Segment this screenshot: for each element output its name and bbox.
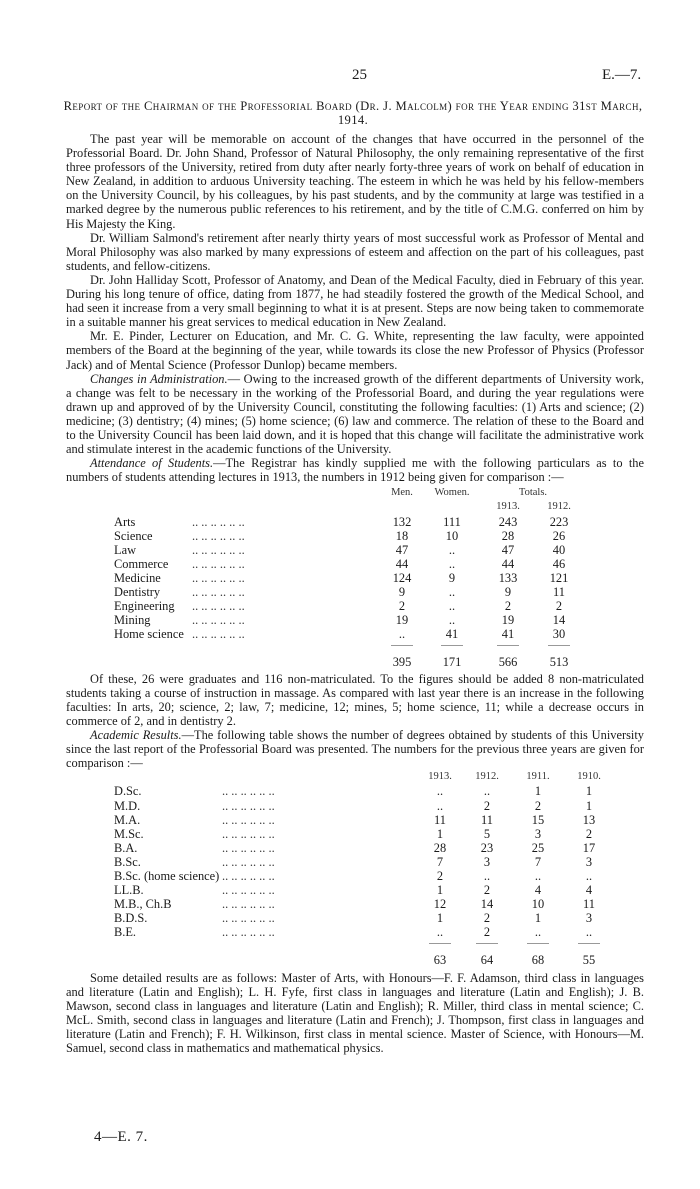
leader-dots: .. .. .. .. .. .. xyxy=(192,556,245,571)
attendance-row-cell: 30 xyxy=(552,627,566,642)
degrees-rule xyxy=(114,939,614,952)
degree-row-cell: 2 xyxy=(534,798,542,813)
degree-row-cell: 3 xyxy=(585,911,593,926)
leader-dots: .. .. .. .. .. .. xyxy=(222,840,275,855)
attendance-row xyxy=(114,557,584,571)
attendance-row-cell: 223 xyxy=(549,514,569,529)
degree-row-cell: 25 xyxy=(531,840,545,855)
attendance-row-cell: 14 xyxy=(552,613,566,628)
degree-row xyxy=(114,813,614,827)
degree-row-label: LL.B. xyxy=(114,883,144,898)
attendance-row-cell: 19 xyxy=(395,613,409,628)
degree-row-label: M.Sc. xyxy=(114,826,144,841)
degree-row-cell: 1 xyxy=(585,798,593,813)
degree-row-cell: .. xyxy=(585,868,593,883)
page-number: 25 xyxy=(352,67,367,83)
attendance-row-cell: 44 xyxy=(501,556,515,571)
degree-row-cell: .. xyxy=(534,868,542,883)
attendance-year-row: 1913. 1912. xyxy=(496,501,571,513)
report-title: Report of the Chairman of the Professorial Board (Dr. J. Malcolm) for the Year ending 31st March, 1914. xyxy=(63,99,643,127)
degree-row xyxy=(114,827,614,841)
attendance-row-label: Engineering xyxy=(114,599,175,614)
degree-row-label: B.Sc. (home science) xyxy=(114,868,220,883)
attendance-row-cell: 9 xyxy=(448,570,456,585)
degree-row-label: M.B., Ch.B xyxy=(114,897,172,912)
leader-dots: .. .. .. .. .. .. xyxy=(222,798,275,813)
degree-row xyxy=(114,841,614,855)
degree-row-cell: 11 xyxy=(583,897,595,912)
attendance-row-cell: .. xyxy=(448,613,456,628)
degree-row xyxy=(114,883,614,897)
degree-row-label: D.Sc. xyxy=(114,784,142,799)
attendance-row-cell: 40 xyxy=(552,542,566,557)
paragraph-attendance: Attendance of Students.—The Registrar has kindly supplied me with the following particulars as to the numbers of students attending lectures in 1913, the numbers in 1912 being given for comparison :— xyxy=(66,456,644,485)
paragraph-new-members: Mr. E. Pinder, Lecturer on Education, and Mr. C. G. White, representing the law faculty, were appointed members of the Board at the beginning of the year, while towards its close the new Professor of Physics (Professor Jack) and of Mental Science (Professor Dunlop) became members. xyxy=(66,329,644,372)
attendance-table xyxy=(114,486,584,668)
degree-row-cell: 7 xyxy=(534,854,542,869)
degrees-header-row: 1913. 1912. 1911. 1910. xyxy=(428,771,601,783)
leader-dots: .. .. .. .. .. .. xyxy=(192,542,245,557)
attendance-row xyxy=(114,613,584,627)
degree-row-cell: 23 xyxy=(480,840,494,855)
degree-row xyxy=(114,925,614,939)
degree-row xyxy=(114,869,614,883)
degree-row-cell: 7 xyxy=(436,854,444,869)
leader-dots: .. .. .. .. .. .. xyxy=(192,528,245,543)
attendance-row-cell: 121 xyxy=(549,570,569,585)
degrees-totals-row: 63 64 68 55 xyxy=(433,952,596,967)
attendance-row-cell: 124 xyxy=(392,570,412,585)
leader-dots: .. .. .. .. .. .. xyxy=(222,883,275,898)
degree-row-cell: 2 xyxy=(483,798,491,813)
degree-row-cell: .. xyxy=(436,798,444,813)
degree-row xyxy=(114,897,614,911)
paragraph-academic-results: Academic Results.—The following table shows the number of degrees obtained by students of this University since the last report of the Professorial Board was presented. The numbers for the previous three years are given for comparison :— xyxy=(66,728,644,771)
attendance-row-cell: 2 xyxy=(504,599,512,614)
degree-row-cell: 2 xyxy=(483,925,491,940)
degree-row-label: B.E. xyxy=(114,925,137,940)
attendance-row xyxy=(114,571,584,585)
academic-results-heading: Academic Results. xyxy=(90,728,182,743)
paragraph-salmond-retirement: Dr. William Salmond's retirement after nearly thirty years of most successful work as Professor of Mental and Moral Philosophy was also marked by many expressions of esteem and affection on the part of his colleagues, past students, and fellow-citizens. xyxy=(66,230,644,273)
attendance-row-cell: 44 xyxy=(395,556,409,571)
attendance-row xyxy=(114,585,584,599)
degree-row-label: B.D.S. xyxy=(114,911,148,926)
attendance-row-cell: 18 xyxy=(395,528,409,543)
attendance-row-cell: .. xyxy=(448,599,456,614)
degree-row-cell: 10 xyxy=(531,897,545,912)
degree-row xyxy=(114,855,614,869)
degree-row-cell: 2 xyxy=(483,911,491,926)
attendance-row-cell: 2 xyxy=(398,599,406,614)
attendance-totals-row: 395 171 566 513 xyxy=(392,654,569,669)
leader-dots: .. .. .. .. .. .. xyxy=(192,570,245,585)
footer-signature: 4—E. 7. xyxy=(94,1129,148,1145)
attendance-row-label: Commerce xyxy=(114,556,169,571)
degree-row-cell: .. xyxy=(534,925,542,940)
degree-row-cell: 17 xyxy=(582,840,596,855)
attendance-row-cell: 243 xyxy=(498,514,518,529)
degree-row-cell: 1 xyxy=(534,784,542,799)
leader-dots: .. .. .. .. .. .. xyxy=(192,585,245,599)
attendance-row xyxy=(114,543,584,557)
attendance-row-cell: .. xyxy=(448,556,456,571)
degree-row-cell: 2 xyxy=(585,826,593,841)
attendance-row-cell: 2 xyxy=(555,599,563,614)
degree-row-cell: 11 xyxy=(434,812,446,827)
attendance-header-row: Men. Women. Totals. xyxy=(391,487,548,499)
attendance-row xyxy=(114,627,584,641)
degree-row-cell: 3 xyxy=(534,826,542,841)
leader-dots: .. .. .. .. .. .. xyxy=(222,854,275,869)
leader-dots: .. .. .. .. .. .. xyxy=(222,868,275,883)
paragraph-detailed-results: Some detailed results are as follows: Master of Arts, with Honours—F. F. Adamson, third class in languages and literature (Latin and English); L. H. Fyfe, first class in languages and literature (Latin and English); J. B. Mawson, second class in languages and literature (Latin and English); R. Miller, third class in mental science; C. McL. Smith, second class in languages and literature (Latin and French); J. Thompson, first class in languages and literature (Latin and French); F. H. Wilkinson, first class in mental science. Master of Science, with Honours—M. Samuel, second class in mathematics and mathematical physics. xyxy=(66,970,644,1056)
paragraph-scott-death: Dr. John Halliday Scott, Professor of Anatomy, and Dean of the Medical Faculty, died in February of this year. During his long tenure of office, dating from 1877, he had steadily fostered the growth of the Medical School, and had seen it increase from a very small beginning to what it is at present. Steps are now being taken to commemorate in a suitable manner his great services to medical education in New Zealand. xyxy=(66,272,644,330)
degree-row-cell: 1 xyxy=(436,883,444,898)
degree-row-cell: 4 xyxy=(534,883,542,898)
degree-row-cell: 2 xyxy=(483,883,491,898)
attendance-row-cell: 11 xyxy=(553,585,565,599)
attendance-row-cell: 28 xyxy=(501,528,515,543)
attendance-row-cell: 41 xyxy=(445,627,459,642)
attendance-row-cell: 19 xyxy=(501,613,515,628)
leader-dots: .. .. .. .. .. .. xyxy=(222,925,275,940)
degree-row-cell: 28 xyxy=(433,840,447,855)
attendance-row-cell: 47 xyxy=(395,542,409,557)
attendance-row-cell: .. xyxy=(448,542,456,557)
attendance-heading: Attendance of Students. xyxy=(90,456,214,471)
degree-row-cell: 12 xyxy=(433,897,447,912)
report-body xyxy=(66,132,644,1055)
attendance-row-label: Science xyxy=(114,528,153,543)
attendance-row xyxy=(114,515,584,529)
degree-row-cell: 1 xyxy=(585,784,593,799)
degree-row-cell: 1 xyxy=(436,826,444,841)
degree-row-cell: 3 xyxy=(483,854,491,869)
leader-dots: .. .. .. .. .. .. xyxy=(192,514,245,529)
attendance-row-label: Home science xyxy=(114,627,184,642)
leader-dots: .. .. .. .. .. .. xyxy=(222,897,275,912)
attendance-row-cell: .. xyxy=(398,627,406,642)
degree-row-cell: 11 xyxy=(481,812,493,827)
degree-row-cell: .. xyxy=(436,925,444,940)
attendance-row-cell: 111 xyxy=(443,514,461,529)
degree-row-label: B.A. xyxy=(114,840,138,855)
degree-row-cell: 4 xyxy=(585,883,593,898)
attendance-row-label: Arts xyxy=(114,514,136,529)
attendance-row-cell: 41 xyxy=(501,627,515,642)
leader-dots: .. .. .. .. .. .. xyxy=(192,627,245,642)
degree-row-label: M.D. xyxy=(114,798,141,813)
degree-row-cell: .. xyxy=(483,784,491,799)
attendance-row-cell: 10 xyxy=(445,528,459,543)
degree-row-cell: 13 xyxy=(582,812,596,827)
degree-row-cell: 1 xyxy=(436,911,444,926)
degree-row-label: M.A. xyxy=(114,812,141,827)
leader-dots: .. .. .. .. .. .. xyxy=(222,826,275,841)
degree-row xyxy=(114,911,614,925)
attendance-row-cell: 47 xyxy=(501,542,515,557)
attendance-row-label: Dentistry xyxy=(114,585,161,599)
attendance-row-cell: 26 xyxy=(552,528,566,543)
degree-row-cell: .. xyxy=(585,925,593,940)
attendance-row-label: Mining xyxy=(114,613,151,628)
paragraph-attendance-notes: Of these, 26 were graduates and 116 non-matriculated. To the figures should be added 8 non-matriculated students taking a course of instruction in massage. As compared with last year there is an increase in the following faculties: In arts, 20; science, 2; law, 7; medicine, 12; mines, 5; home science, 11; while a decrease occurs in commerce of 2, and in dentistry 2. xyxy=(66,671,644,728)
changes-administration-heading: Changes in Administration. xyxy=(90,371,228,386)
attendance-row-label: Law xyxy=(114,542,137,557)
degree-row-cell: 15 xyxy=(531,812,545,827)
degree-row xyxy=(114,799,614,813)
paragraph-changes-administration: Changes in Administration.— Owing to the increased growth of the different departments of University work, a change was felt to be necessary in the working of the Professorial Board, and during the year regulations were drawn up and approved of by the University Council, constituting the following faculties: (1) Arts and science; (2) medicine; (3) dentistry; (4) mines; (5) home science; (6) law and commerce. The relation of these to the Board and to the University Council has been laid down, and it is hoped that this change will facilitate the administrative work and stimulate interest in the academic functions of the University. xyxy=(66,371,644,457)
degree-row-cell: 3 xyxy=(585,854,593,869)
degree-row-label: B.Sc. xyxy=(114,854,141,869)
leader-dots: .. .. .. .. .. .. xyxy=(222,784,275,799)
attendance-row-label: Medicine xyxy=(114,570,161,585)
degrees-table xyxy=(114,770,614,966)
leader-dots: .. .. .. .. .. .. xyxy=(192,613,245,628)
attendance-row xyxy=(114,529,584,543)
attendance-row-cell: .. xyxy=(448,585,456,599)
attendance-row-cell: 132 xyxy=(392,514,412,529)
attendance-row-cell: 9 xyxy=(398,585,406,599)
degree-row-cell: 14 xyxy=(480,897,494,912)
attendance-row-cell: 133 xyxy=(498,570,518,585)
degree-row-cell: 5 xyxy=(483,826,491,841)
leader-dots: .. .. .. .. .. .. xyxy=(192,599,245,614)
degree-row-cell: 1 xyxy=(534,911,542,926)
document-reference: E.—7. xyxy=(602,67,642,83)
attendance-row-cell: 9 xyxy=(504,585,512,599)
leader-dots: .. .. .. .. .. .. xyxy=(222,911,275,926)
attendance-row-cell: 46 xyxy=(552,556,566,571)
degree-row-cell: .. xyxy=(436,784,444,799)
attendance-rule xyxy=(114,641,584,654)
paragraph-shand-retirement: The past year will be memorable on account of the changes that have occurred in the personnel of the Professorial Board. Dr. John Shand, Professor of Natural Philosophy, the only remaining representative of the first three professors of the University, retired from duty after nearly forty-three years of work on behalf of education in New Zealand, in addition to arduous University teaching. The esteem in which he was held by his fellow-members on the University Council, by his colleagues, by his past students, and by the community at large was testified in a marked degree by the numerous public references to his retirement, and by the title of C.M.G. conferred on him by His Majesty the King. xyxy=(66,132,644,231)
leader-dots: .. .. .. .. .. .. xyxy=(222,812,275,827)
degree-row-cell: 2 xyxy=(436,868,444,883)
degree-row xyxy=(114,784,614,798)
degree-row-cell: .. xyxy=(483,868,491,883)
attendance-row xyxy=(114,599,584,613)
